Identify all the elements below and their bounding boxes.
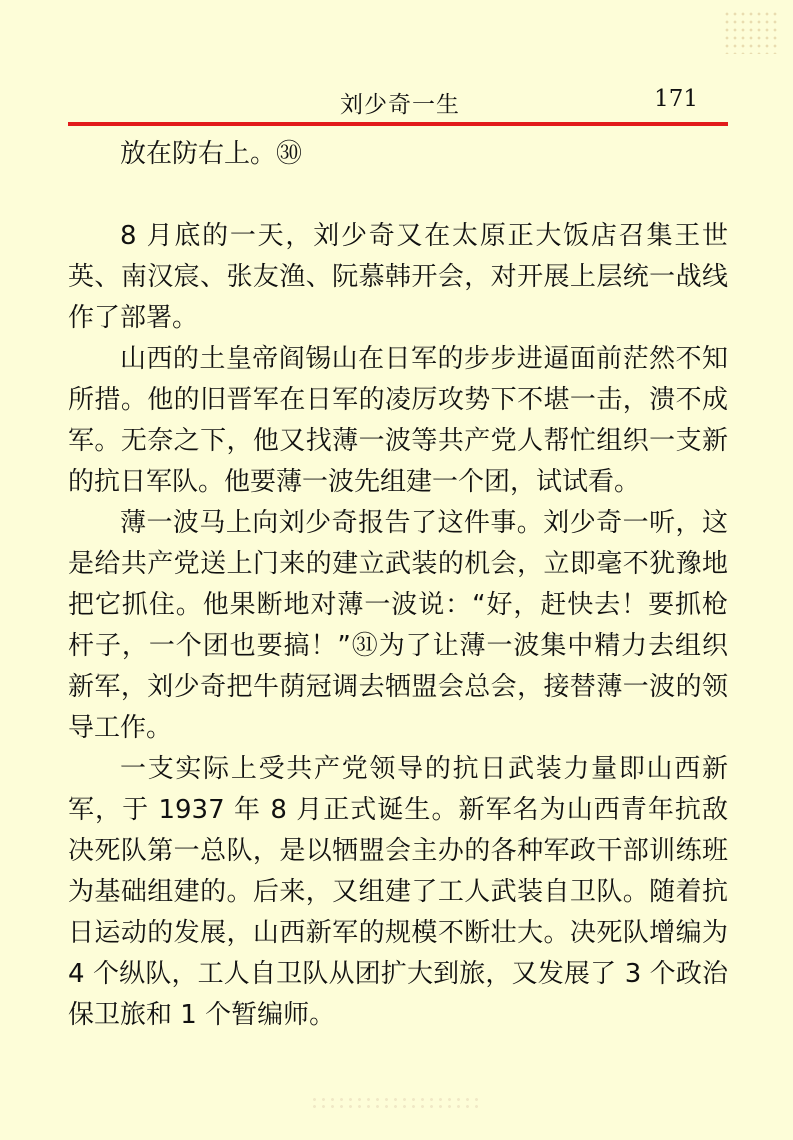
running-header <box>68 84 728 122</box>
footer-watermark <box>310 1096 480 1110</box>
body-text <box>68 134 728 1036</box>
paragraph: 8 月底的一天，刘少奇又在太原正大饭店召集王世英、南汉宸、张友渔、阮慕韩开会，对开展上层统一战线作了部署。 <box>68 221 728 333</box>
paragraph: 放在防右上。㉚ <box>120 139 303 169</box>
header-title: 刘少奇一生 <box>340 92 460 118</box>
decorative-dot-pattern <box>723 10 781 54</box>
paragraph: 一支实际上受共产党领导的抗日武装力量即山西新军，于 1937 年 8 月正式诞生。新军名为山西青年抗敌决死队第一总队，是以牺盟会主办的各种军政干部训练班为基础组建的。后来，又组建了工人武装自卫队。随着抗日运动的发展，山西新军的规模不断壮大。决死队增编为 4 个纵队，工人自卫队从团扩大到旅，又发展了 3 个政治保卫旅和 1 个暂编师。 <box>68 754 728 1030</box>
page-number: 171 <box>654 86 698 112</box>
header-rule <box>68 122 728 126</box>
paragraph: 薄一波马上向刘少奇报告了这件事。刘少奇一听，这是给共产党送上门来的建立武装的机会，立即毫不犹豫地把它抓住。他果断地对薄一波说：“好，赶快去！要抓枪杆子，一个团也要搞！”㉛为了让薄一波集中精力去组织新军，刘少奇把牛荫冠调去牺盟会总会，接替薄一波的领导工作。 <box>68 508 728 743</box>
paragraph: 山西的土皇帝阎锡山在日军的步步进逼面前茫然不知所措。他的旧晋军在日军的凌厉攻势下不堪一击，溃不成军。无奈之下，他又找薄一波等共产党人帮忙组织一支新的抗日军队。他要薄一波先组建一个团，试试看。 <box>68 344 728 497</box>
